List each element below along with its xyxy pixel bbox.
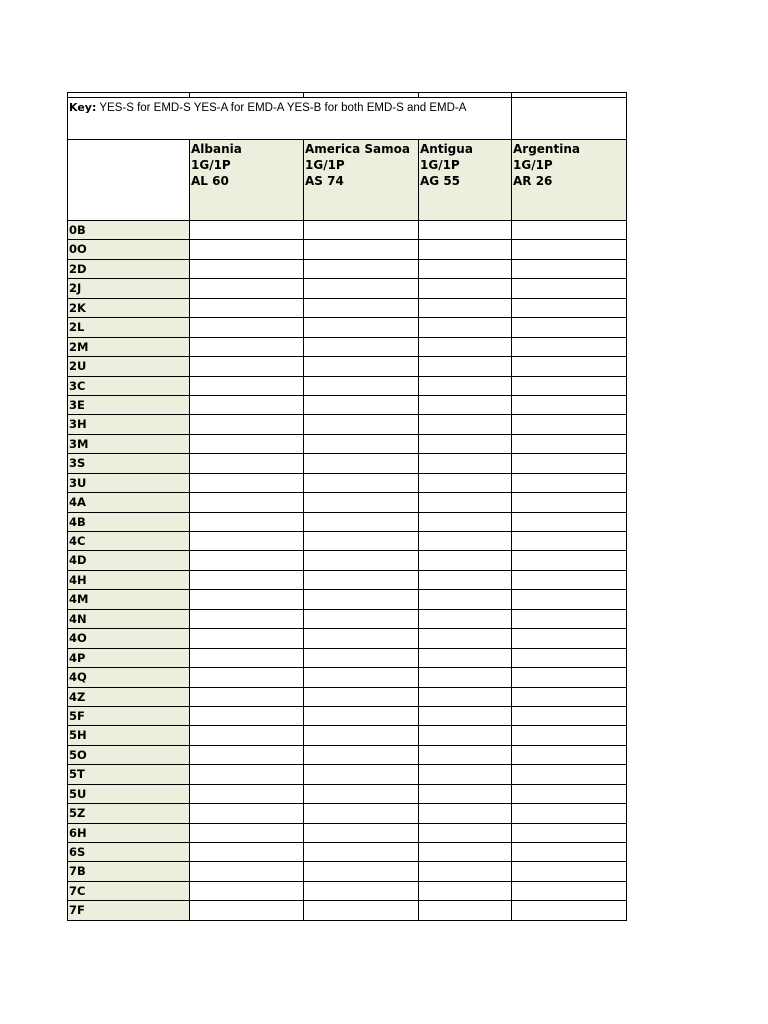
data-cell[interactable] (304, 901, 419, 920)
table-row (68, 862, 627, 881)
data-cell[interactable] (190, 415, 304, 434)
data-cell[interactable] (190, 648, 304, 667)
empty-cell[interactable] (512, 98, 627, 140)
data-cell[interactable] (190, 473, 304, 492)
data-cell[interactable] (512, 532, 627, 551)
data-cell[interactable] (190, 706, 304, 725)
data-cell[interactable] (304, 415, 419, 434)
country-header-albania[interactable] (190, 140, 304, 221)
data-cell[interactable] (304, 609, 419, 628)
data-cell[interactable] (419, 668, 512, 687)
data-cell[interactable] (512, 395, 627, 414)
data-cell[interactable] (512, 493, 627, 512)
data-cell[interactable] (419, 745, 512, 764)
data-cell[interactable] (512, 881, 627, 900)
data-cell[interactable] (190, 298, 304, 317)
data-cell[interactable] (304, 823, 419, 842)
country-config: 1G/1P (191, 158, 231, 172)
data-cell[interactable] (419, 532, 512, 551)
country-config: 1G/1P (420, 158, 460, 172)
row-code-cell[interactable]: 6H (68, 823, 190, 842)
data-cell[interactable] (190, 376, 304, 395)
table-row (68, 259, 627, 278)
table-row (68, 843, 627, 862)
data-cell[interactable] (512, 318, 627, 337)
data-cell[interactable] (304, 259, 419, 278)
row-code-cell[interactable]: 4D (68, 551, 190, 570)
data-cell[interactable] (512, 570, 627, 589)
data-cell[interactable] (512, 765, 627, 784)
data-cell[interactable] (190, 804, 304, 823)
data-cell[interactable] (190, 687, 304, 706)
row-code-cell[interactable]: 4N (68, 609, 190, 628)
data-cell[interactable] (512, 298, 627, 317)
table-row (68, 415, 627, 434)
row-code-cell[interactable]: 2M (68, 337, 190, 356)
row-code-cell[interactable]: 2J (68, 279, 190, 298)
data-cell[interactable] (419, 279, 512, 298)
data-cell[interactable] (190, 357, 304, 376)
country-code: AR 26 (513, 174, 553, 188)
data-cell[interactable] (512, 648, 627, 667)
data-cell[interactable] (512, 706, 627, 725)
table-row (68, 318, 627, 337)
row-code-cell[interactable]: 2L (68, 318, 190, 337)
table-row (68, 240, 627, 259)
data-cell[interactable] (419, 570, 512, 589)
data-cell[interactable] (512, 259, 627, 278)
row-code-cell[interactable]: 3C (68, 376, 190, 395)
data-cell[interactable] (304, 337, 419, 356)
data-cell[interactable] (419, 357, 512, 376)
data-cell[interactable] (419, 454, 512, 473)
table-row (68, 357, 627, 376)
data-cell[interactable] (190, 668, 304, 687)
spreadsheet-table (67, 92, 627, 921)
data-cell[interactable] (419, 726, 512, 745)
row-code-cell[interactable]: 3E (68, 395, 190, 414)
data-cell[interactable] (419, 590, 512, 609)
table-row (68, 745, 627, 764)
country-config: 1G/1P (513, 158, 553, 172)
table-row (68, 454, 627, 473)
data-cell[interactable] (190, 395, 304, 414)
data-cell[interactable] (419, 259, 512, 278)
data-cell[interactable] (304, 395, 419, 414)
key-label: Key: (69, 101, 97, 114)
data-cell[interactable] (512, 512, 627, 531)
data-cell[interactable] (304, 862, 419, 881)
data-cell[interactable] (304, 629, 419, 648)
row-code-cell[interactable]: 4B (68, 512, 190, 531)
table-row (68, 570, 627, 589)
data-cell[interactable] (304, 318, 419, 337)
data-cell[interactable] (304, 765, 419, 784)
data-cell[interactable] (419, 784, 512, 803)
data-cell[interactable] (190, 279, 304, 298)
row-code-cell[interactable]: 2U (68, 357, 190, 376)
table-row (68, 532, 627, 551)
key-cell[interactable] (68, 98, 512, 140)
data-cell[interactable] (419, 376, 512, 395)
row-code-cell[interactable]: 4H (68, 570, 190, 589)
data-cell[interactable] (512, 745, 627, 764)
data-cell[interactable] (190, 337, 304, 356)
table-row (68, 376, 627, 395)
data-cell[interactable] (512, 357, 627, 376)
table-row (68, 221, 627, 240)
data-cell[interactable] (190, 745, 304, 764)
data-cell[interactable] (304, 240, 419, 259)
data-cell[interactable] (304, 221, 419, 240)
row-code-cell[interactable]: 5H (68, 726, 190, 745)
row-code-cell[interactable]: 7F (68, 901, 190, 920)
data-cell[interactable] (419, 512, 512, 531)
data-cell[interactable] (190, 881, 304, 900)
data-cell[interactable] (512, 784, 627, 803)
table-row (68, 648, 627, 667)
table-row (68, 279, 627, 298)
data-cell[interactable] (419, 473, 512, 492)
data-cell[interactable] (419, 901, 512, 920)
data-cell[interactable] (190, 765, 304, 784)
country-config: 1G/1P (305, 158, 345, 172)
table-row (68, 804, 627, 823)
data-cell[interactable] (419, 687, 512, 706)
data-cell[interactable] (512, 415, 627, 434)
data-cell[interactable] (304, 570, 419, 589)
data-cell[interactable] (304, 473, 419, 492)
data-cell[interactable] (190, 493, 304, 512)
table-row (68, 629, 627, 648)
table-row (68, 493, 627, 512)
data-cell[interactable] (190, 862, 304, 881)
data-cell[interactable] (304, 706, 419, 725)
table-row (68, 298, 627, 317)
row-code-cell[interactable]: 4M (68, 590, 190, 609)
row-code-cell[interactable]: 5F (68, 706, 190, 725)
table-row (68, 512, 627, 531)
data-cell[interactable] (190, 454, 304, 473)
row-code-cell[interactable]: 4A (68, 493, 190, 512)
data-cell[interactable] (304, 376, 419, 395)
data-cell[interactable] (512, 862, 627, 881)
data-cell[interactable] (512, 668, 627, 687)
data-cell[interactable] (419, 843, 512, 862)
row-code-cell[interactable]: 5T (68, 765, 190, 784)
data-cell[interactable] (190, 259, 304, 278)
data-cell[interactable] (419, 629, 512, 648)
country-name: Argentina (513, 142, 580, 156)
table-row (68, 881, 627, 900)
table-row (68, 765, 627, 784)
data-cell[interactable] (512, 376, 627, 395)
data-cell[interactable] (190, 629, 304, 648)
data-cell[interactable] (190, 318, 304, 337)
row-code-cell[interactable]: 3U (68, 473, 190, 492)
data-cell[interactable] (304, 668, 419, 687)
data-cell[interactable] (304, 512, 419, 531)
table-row (68, 784, 627, 803)
data-cell[interactable] (304, 357, 419, 376)
country-name: America Samoa (305, 142, 410, 156)
row-code-cell[interactable]: 7B (68, 862, 190, 881)
country-header-row (68, 140, 627, 221)
row-code-cell[interactable]: 3S (68, 454, 190, 473)
data-cell[interactable] (512, 279, 627, 298)
data-cell[interactable] (304, 279, 419, 298)
data-cell[interactable] (304, 551, 419, 570)
table-row (68, 687, 627, 706)
row-code-cell[interactable]: 4C (68, 532, 190, 551)
row-code-cell[interactable]: 7C (68, 881, 190, 900)
data-cell[interactable] (419, 881, 512, 900)
data-cell[interactable] (419, 823, 512, 842)
data-cell[interactable] (512, 240, 627, 259)
data-cell[interactable] (512, 337, 627, 356)
row-code-cell[interactable]: 5U (68, 784, 190, 803)
row-code-cell[interactable]: 2D (68, 259, 190, 278)
data-cell[interactable] (419, 240, 512, 259)
data-cell[interactable] (512, 551, 627, 570)
data-cell[interactable] (190, 434, 304, 453)
data-cell[interactable] (512, 804, 627, 823)
corner-cell[interactable] (68, 140, 190, 221)
data-cell[interactable] (190, 843, 304, 862)
data-cell[interactable] (419, 804, 512, 823)
data-cell[interactable] (190, 570, 304, 589)
data-cell[interactable] (419, 551, 512, 570)
country-header-america-samoa[interactable] (304, 140, 419, 221)
row-code-cell[interactable]: 4P (68, 648, 190, 667)
table-row (68, 434, 627, 453)
data-cell[interactable] (190, 726, 304, 745)
table-row (68, 609, 627, 628)
data-cell[interactable] (419, 395, 512, 414)
data-cell[interactable] (512, 590, 627, 609)
data-cell[interactable] (512, 434, 627, 453)
data-cell[interactable] (304, 648, 419, 667)
data-cell[interactable] (512, 609, 627, 628)
data-cell[interactable] (304, 843, 419, 862)
data-cell[interactable] (190, 823, 304, 842)
data-cell[interactable] (419, 221, 512, 240)
data-cell[interactable] (419, 862, 512, 881)
data-cell[interactable] (190, 551, 304, 570)
data-cell[interactable] (512, 629, 627, 648)
data-cell[interactable] (304, 687, 419, 706)
row-code-cell[interactable]: 2K (68, 298, 190, 317)
table-row (68, 706, 627, 725)
data-cell[interactable] (419, 337, 512, 356)
data-cell[interactable] (304, 804, 419, 823)
data-cell[interactable] (190, 784, 304, 803)
data-cell[interactable] (419, 609, 512, 628)
data-cell[interactable] (304, 784, 419, 803)
country-header-argentina[interactable] (512, 140, 627, 221)
row-code-cell[interactable]: 3H (68, 415, 190, 434)
data-cell[interactable] (304, 493, 419, 512)
data-cell[interactable] (512, 687, 627, 706)
data-cell[interactable] (512, 454, 627, 473)
row-code-cell[interactable]: 4Q (68, 668, 190, 687)
row-code-cell[interactable]: 3M (68, 434, 190, 453)
data-cell[interactable] (190, 532, 304, 551)
data-cell[interactable] (304, 434, 419, 453)
data-cell[interactable] (419, 648, 512, 667)
data-cell[interactable] (419, 706, 512, 725)
data-cell[interactable] (419, 415, 512, 434)
data-cell[interactable] (419, 434, 512, 453)
table-row (68, 473, 627, 492)
data-cell[interactable] (190, 590, 304, 609)
country-header-antigua[interactable] (419, 140, 512, 221)
table-row (68, 668, 627, 687)
country-code: AG 55 (420, 174, 461, 188)
data-cell[interactable] (419, 765, 512, 784)
country-name: Antigua (420, 142, 473, 156)
data-cell[interactable] (512, 726, 627, 745)
data-cell[interactable] (419, 318, 512, 337)
row-code-cell[interactable]: 5Z (68, 804, 190, 823)
data-cell[interactable] (512, 473, 627, 492)
country-name: Albania (191, 142, 242, 156)
data-cell[interactable] (190, 609, 304, 628)
table-row (68, 901, 627, 920)
table-row (68, 823, 627, 842)
country-code: AL 60 (191, 174, 229, 188)
data-cell[interactable] (304, 590, 419, 609)
data-cell[interactable] (304, 745, 419, 764)
data-cell[interactable] (419, 298, 512, 317)
data-cell[interactable] (190, 901, 304, 920)
data-cell[interactable] (512, 823, 627, 842)
data-cell[interactable] (512, 221, 627, 240)
data-cell[interactable] (190, 512, 304, 531)
data-cell[interactable] (190, 240, 304, 259)
row-code-cell[interactable]: 5O (68, 745, 190, 764)
row-code-cell[interactable]: 4Z (68, 687, 190, 706)
table-row (68, 590, 627, 609)
key-text: YES-S for EMD-S YES-A for EMD-A YES-B for both EMD-S and EMD-A (96, 102, 467, 114)
data-cell[interactable] (304, 726, 419, 745)
data-cell[interactable] (419, 493, 512, 512)
table-row (68, 395, 627, 414)
row-code-cell[interactable]: 0O (68, 240, 190, 259)
data-cell[interactable] (512, 901, 627, 920)
data-cell[interactable] (304, 298, 419, 317)
data-cell[interactable] (304, 454, 419, 473)
data-cell[interactable] (304, 532, 419, 551)
row-code-cell[interactable]: 0B (68, 221, 190, 240)
table-row (68, 337, 627, 356)
data-cell[interactable] (190, 221, 304, 240)
country-code: AS 74 (305, 174, 344, 188)
table-row (68, 726, 627, 745)
row-code-cell[interactable]: 6S (68, 843, 190, 862)
key-row (68, 98, 627, 140)
table-row (68, 551, 627, 570)
data-cell[interactable] (304, 881, 419, 900)
data-cell[interactable] (512, 843, 627, 862)
row-code-cell[interactable]: 4O (68, 629, 190, 648)
